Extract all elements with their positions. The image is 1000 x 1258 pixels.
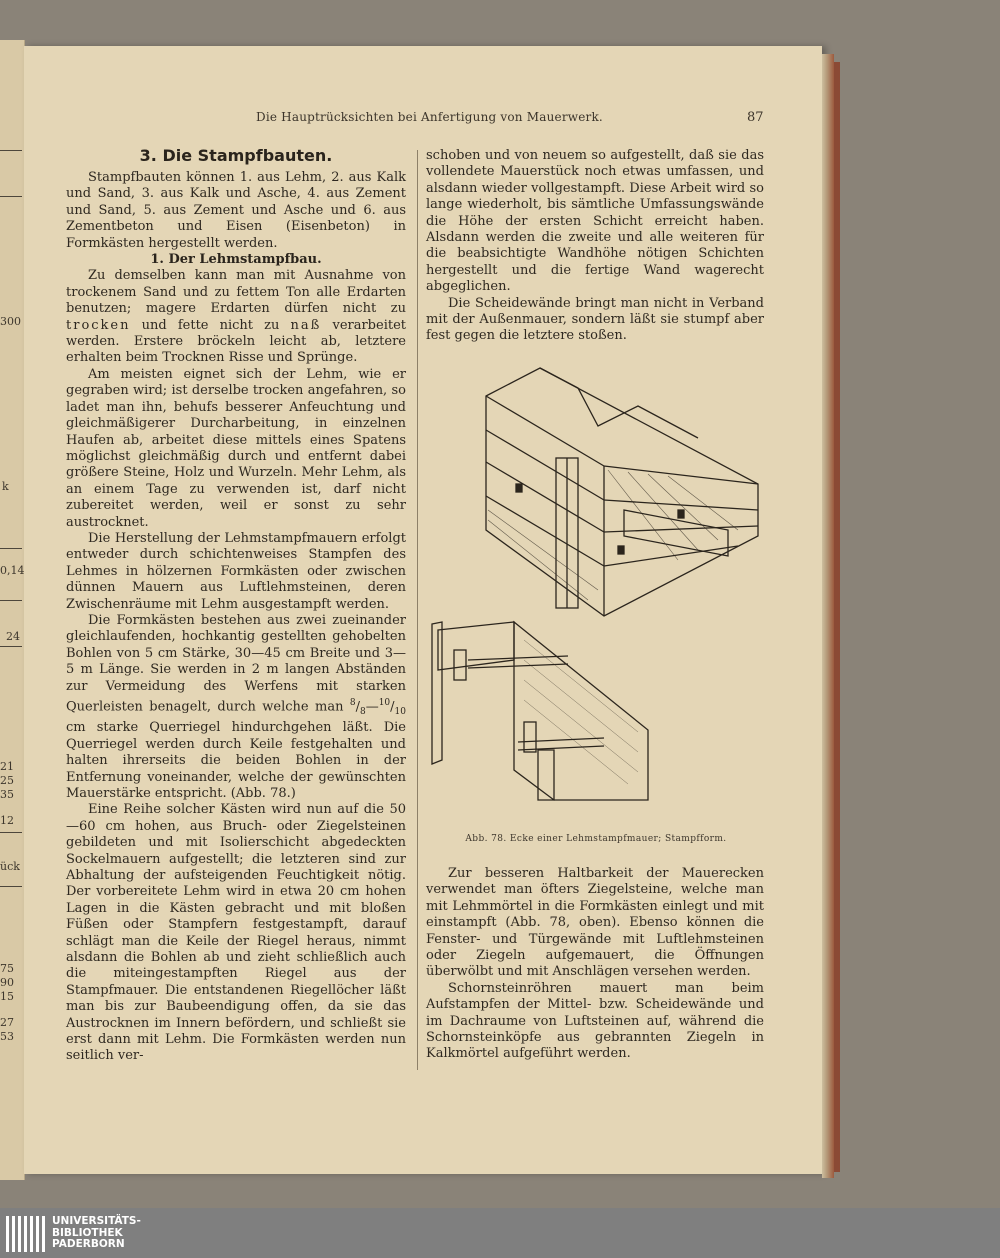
emphasis-trocken: trocken <box>66 317 131 333</box>
fraction-denominator: 8 <box>359 706 366 717</box>
margin-number: 12 <box>0 814 14 827</box>
wood-grain <box>524 660 638 752</box>
page-stack-edge <box>822 54 834 1178</box>
text: Die Formkästen bestehen aus zwei zueinander gleichlaufenden, hochkantig gestellten gehobelten Bohlen von 5 cm Stärke, 30—45 cm Breite und 3—5 m Länge. Sie werden in 2 m langen Abständen zur Vermeidung des Werfens mit starken Querleisten benagelt, durch welche man <box>66 612 406 715</box>
margin-rule <box>0 646 22 647</box>
wood-grain <box>524 640 638 732</box>
paragraph: Die Herstellung der Lehmstampfmauern erfolgt entweder durch schichtenweises Stampfen des Lehmes in hölzernen Formkästen oder zwischen dünnen Mauern aus Luftlehmsteinen, deren Zwischenräume mit Lehm ausgestampft werden. <box>66 530 406 612</box>
text: verarbeitet werden. Erstere bröckeln leicht ab, letztere erhalten beim Trocknen Risse und Sprünge. <box>66 317 406 366</box>
wood-grain <box>524 700 628 784</box>
crossbar <box>468 656 568 660</box>
margin-number: 24 <box>6 630 20 643</box>
library-footer <box>0 1208 1000 1258</box>
running-head: Die Hauptrücksichten bei Anfertigung von Mauerwerk. <box>256 110 603 124</box>
figure-caption: Abb. 78. Ecke einer Lehmstampfmauer; Stampfform. <box>465 834 727 844</box>
margin-rule <box>0 886 22 887</box>
margin-number: 0,14 <box>0 564 25 577</box>
formwork-board <box>514 622 648 800</box>
emphasis-nass: naß <box>290 317 322 333</box>
margin-rule <box>0 548 22 549</box>
margin-number: 35 <box>0 788 14 801</box>
margin-number: 21 <box>0 760 14 773</box>
margin-number: 25 <box>0 774 14 787</box>
fraction-numerator: 10 <box>378 698 391 708</box>
subsection-title: 1. Der Lehmstampfbau. <box>150 252 322 268</box>
library-name-line: BIBLIOTHEK <box>52 1226 123 1239</box>
beam-hole <box>678 510 684 518</box>
margin-number: ück <box>0 860 20 873</box>
wedge <box>524 722 536 752</box>
formwork-board-end <box>538 750 554 800</box>
course-line <box>486 496 604 566</box>
fraction-dash: — <box>365 699 379 715</box>
section-title: 3. Die Stampfbauten. <box>139 146 333 165</box>
book-cover-edge <box>834 62 840 1172</box>
library-name-line: UNIVERSITÄTS- <box>52 1215 141 1227</box>
margin-number: 300 <box>0 315 21 328</box>
left-column <box>66 170 406 1065</box>
paragraph: schoben und von neuem so aufgestellt, daß sie das vollendete Mauerstück noch etwas umfassen, und alsdann wieder vollgestampft. Diese Arbeit wird so lange wiederholt, bis sämtliche Umfassungswände die Höhe der ersten Schicht erreicht haben. Alsdann werden die zweite und alle weiteren für die beabsichtigte Wandhöhe nötigen Schichten hergestellt und die fertige Wand wagerecht abgeglichen. <box>426 148 764 295</box>
course-line <box>486 430 604 500</box>
beam-hole <box>618 546 624 554</box>
figure-78-illustration <box>428 360 764 830</box>
previous-page-edge <box>0 40 25 1180</box>
margin-number: k <box>2 480 9 493</box>
crossbar <box>518 746 604 750</box>
crossbar <box>518 738 604 742</box>
library-name-line: PADERBORN <box>52 1238 125 1250</box>
paragraph: Die Formkästen bestehen aus zwei zueinander gleichlaufenden, hochkantig gestellten gehobelten Bohlen von 5 cm Stärke, 30—45 cm Breite und 3—5 m Länge. Sie werden in 2 m langen Abständen zur Vermeidung des Werfens mit starken Querleisten benagelt, durch welche man $^8/_8—^{10}/_{10}$ cm starke Querriegel hindurchgehen läßt. Die Querriegel werden durch Keile festgehalten und halten ihrerseits die beiden Bohlen in der Entfernung voneinander, welche der gewünschten Mauerstärke entspricht. (Abb. 78.) <box>66 612 406 801</box>
margin-number: 75 <box>0 962 14 975</box>
paragraph: Schornsteinröhren mauert man beim Aufstampfen der Mittel- bzw. Scheidewände und im Dachraume von Luftsteinen auf, während die Schornsteinköpfe aus gebrannten Ziegeln in Kalkmörtel aufgeführt werden. <box>426 980 764 1062</box>
text: cm starke Querriegel hindurchgehen läßt. Die Querriegel werden durch Keile festgehalten und halten ihrerseits die beiden Bohlen in der Entfernung voneinander, welche der gewünschten Mauerstärke entspricht. (Abb. 78.) <box>66 720 406 801</box>
margin-number: 15 <box>0 990 14 1003</box>
paragraph: Zur besseren Haltbarkeit der Mauerecken verwendet man öfters Ziegelsteine, welche man mit Lehmmörtel in die Formkästen einlegt und mit einstampft (Abb. 78, oben). Ebenso können die Fenster- und Türgewände mit Luftlehmsteinen oder Ziegeln aufgemauert, die Öffnungen überwölbt und mit Anschlägen versehen werden. <box>426 866 764 980</box>
margin-rule <box>0 196 22 197</box>
margin-rule <box>0 150 22 151</box>
hatch-line <box>488 510 598 590</box>
column-divider <box>417 150 418 1070</box>
wall-edge <box>486 396 604 466</box>
margin-rule <box>0 600 22 601</box>
fraction-denominator: 10 <box>394 706 406 717</box>
page-number: 87 <box>747 110 764 125</box>
intro-paragraph: Stampfbauten können 1. aus Lehm, 2. aus Kalk und Sand, 3. aus Kalk und Asche, 4. aus Zement und Sand, 5. aus Zement und Asche und 6. aus Zementbeton und Eisen (Eisenbeton) in Formkästen hergestellt werden. <box>66 170 406 251</box>
text: und fette nicht zu <box>141 317 280 333</box>
margin-number: 53 <box>0 1030 14 1043</box>
margin-rule <box>0 832 22 833</box>
margin-number: 27 <box>0 1016 14 1029</box>
wood-grain <box>524 680 638 772</box>
right-column-bottom <box>426 866 764 1063</box>
paragraph: Eine Reihe solcher Kästen wird nun auf die 50—60 cm hohen, aus Bruch- oder Ziegelsteinen gebildeten und mit Isolierschicht abgedeckten Sockelmauern aufgestellt; die letzteren sind zur Abhaltung der aufsteigenden Feuchtigkeit nötig. Der vorbereitete Lehm wird in etwa 20 cm hohen Lagen in die Kästen gebracht und mit bloßen Füßen oder Stampfern festgestampft, darauf schlägt man die Keile der Riegel heraus, nimmt alsdann die Bohlen ab und zieht schließlich auch die miteingestampften Riegel aus der Stampfmauer. Die entstandenen Riegellöcher läßt man bis zur Baubeendigung offen, da sie das Austrocknen im Innern befördern, und schließt sie erst dann mit Lehm. Die Formkästen werden nun seitlich ver- <box>66 802 406 1064</box>
beam-hole <box>516 484 522 492</box>
margin-number: 90 <box>0 976 14 989</box>
library-name <box>52 1216 141 1251</box>
wall-edge <box>604 466 758 484</box>
fraction-numerator: 8 <box>349 698 356 708</box>
text: Zu demselben kann man mit Ausnahme von trockenem Sand und zu fettem Ton alle Erdarten benutzen; magere Erdarten dürfen nicht zu <box>66 268 406 317</box>
wall-outline <box>486 368 758 616</box>
wall-top <box>540 368 698 438</box>
paragraph: Am meisten eignet sich der Lehm, wie er gegraben wird; ist derselbe trocken angefahren, so ladet man ihn, behufs besserer Anfeuchtung und gleichmäßigerer Durcharbeitung, in einzelnen Haufen ab, arbeitet diese mittels eines Spatens möglichst gleichmäßig durch und entfernt dabei größere Steine, Holz und Wurzeln. Mehr Lehm, als an einem Tage zu verwenden ist, darf nicht zubereitet werden, weil er sonst zu sehr austrocknet. <box>66 366 406 530</box>
library-logo-icon <box>4 1212 48 1256</box>
hatch-line <box>488 520 588 600</box>
wedge <box>454 650 466 680</box>
formwork-board <box>438 622 514 670</box>
partition-wall <box>624 510 728 556</box>
paragraph: Die Scheidewände bringt man nicht in Verband mit der Außenmauer, sondern läßt sie stumpf aber fest gegen die letztere stoßen. <box>426 295 764 344</box>
paragraph <box>66 268 406 366</box>
right-column-top <box>426 148 764 345</box>
formwork-post <box>432 622 442 764</box>
